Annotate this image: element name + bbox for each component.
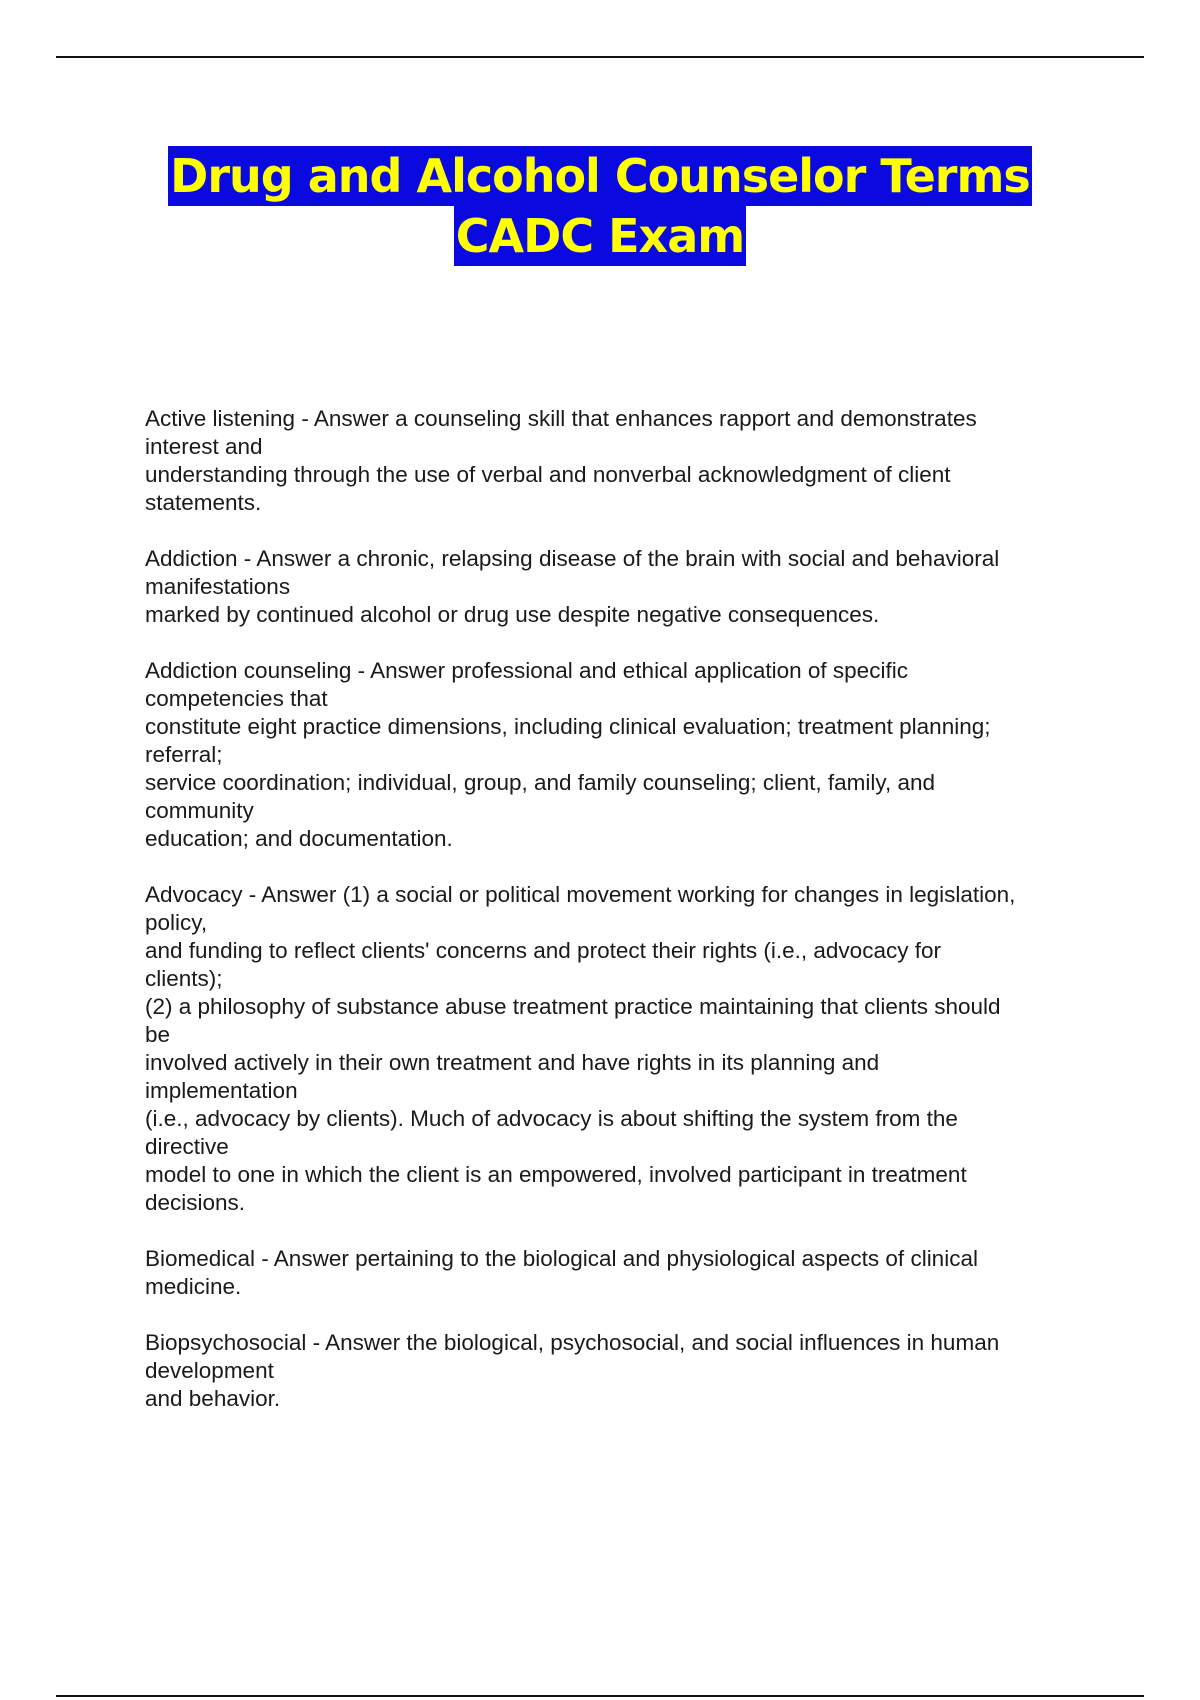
top-rule (56, 56, 1144, 58)
entry-line: development (145, 1358, 274, 1383)
entry-line: Biomedical - Answer pertaining to the biological and physiological aspects of clinical (145, 1246, 978, 1271)
entry-line: statements. (145, 490, 262, 515)
entry-line: Biopsychosocial - Answer the biological, psychosocial, and social influences in human (145, 1330, 1000, 1355)
entry-line: service coordination; individual, group, and family counseling; client, family, and (145, 770, 936, 795)
entry-line: (i.e., advocacy by clients). Much of advocacy is about shifting the system from the (145, 1106, 958, 1131)
entry-line: education; and documentation. (145, 826, 453, 851)
entry-line: (2) a philosophy of substance abuse treatment practice maintaining that clients should (145, 994, 1001, 1019)
entry-line: directive (145, 1134, 229, 1159)
entry-line: Advocacy - Answer (1) a social or political movement working for changes in legislation, (145, 882, 1016, 907)
entry-line: community (145, 798, 254, 823)
entry-line: understanding through the use of verbal and nonverbal acknowledgment of client (145, 462, 951, 487)
term-entry-active-listening (145, 405, 1095, 517)
document-title (0, 146, 1200, 266)
title-line-2: CADC Exam (454, 206, 746, 266)
term-entry-biopsychosocial (145, 1329, 1095, 1413)
entry-line: decisions. (145, 1190, 246, 1215)
title-line-1: Drug and Alcohol Counselor Terms (168, 146, 1032, 206)
entry-line: involved actively in their own treatment and have rights in its planning and (145, 1050, 880, 1075)
entry-line: and behavior. (145, 1386, 281, 1411)
term-entry-addiction-counseling (145, 657, 1095, 853)
entry-line: constitute eight practice dimensions, including clinical evaluation; treatment planning; (145, 714, 991, 739)
entry-line: model to one in which the client is an empowered, involved participant in treatment (145, 1162, 967, 1187)
term-entry-addiction (145, 545, 1095, 629)
entry-line: policy, (145, 910, 208, 935)
entry-line: be (145, 1022, 171, 1047)
entry-line: marked by continued alcohol or drug use despite negative consequences. (145, 602, 880, 627)
entry-line: interest and (145, 434, 263, 459)
term-entry-advocacy (145, 881, 1095, 1217)
entry-line: Addiction - Answer a chronic, relapsing disease of the brain with social and behavioral (145, 546, 1000, 571)
entry-line: manifestations (145, 574, 291, 599)
entry-line: referral; (145, 742, 223, 767)
entry-line: competencies that (145, 686, 328, 711)
bottom-rule (56, 1695, 1144, 1697)
entry-line: and funding to reflect clients' concerns and protect their rights (i.e., advocacy for (145, 938, 941, 963)
terms-list (145, 405, 1095, 1441)
term-entry-biomedical (145, 1245, 1095, 1301)
entry-line: clients); (145, 966, 223, 991)
entry-line: Active listening - Answer a counseling skill that enhances rapport and demonstrates (145, 406, 977, 431)
entry-line: Addiction counseling - Answer professional and ethical application of specific (145, 658, 908, 683)
entry-line: medicine. (145, 1274, 242, 1299)
entry-line: implementation (145, 1078, 298, 1103)
